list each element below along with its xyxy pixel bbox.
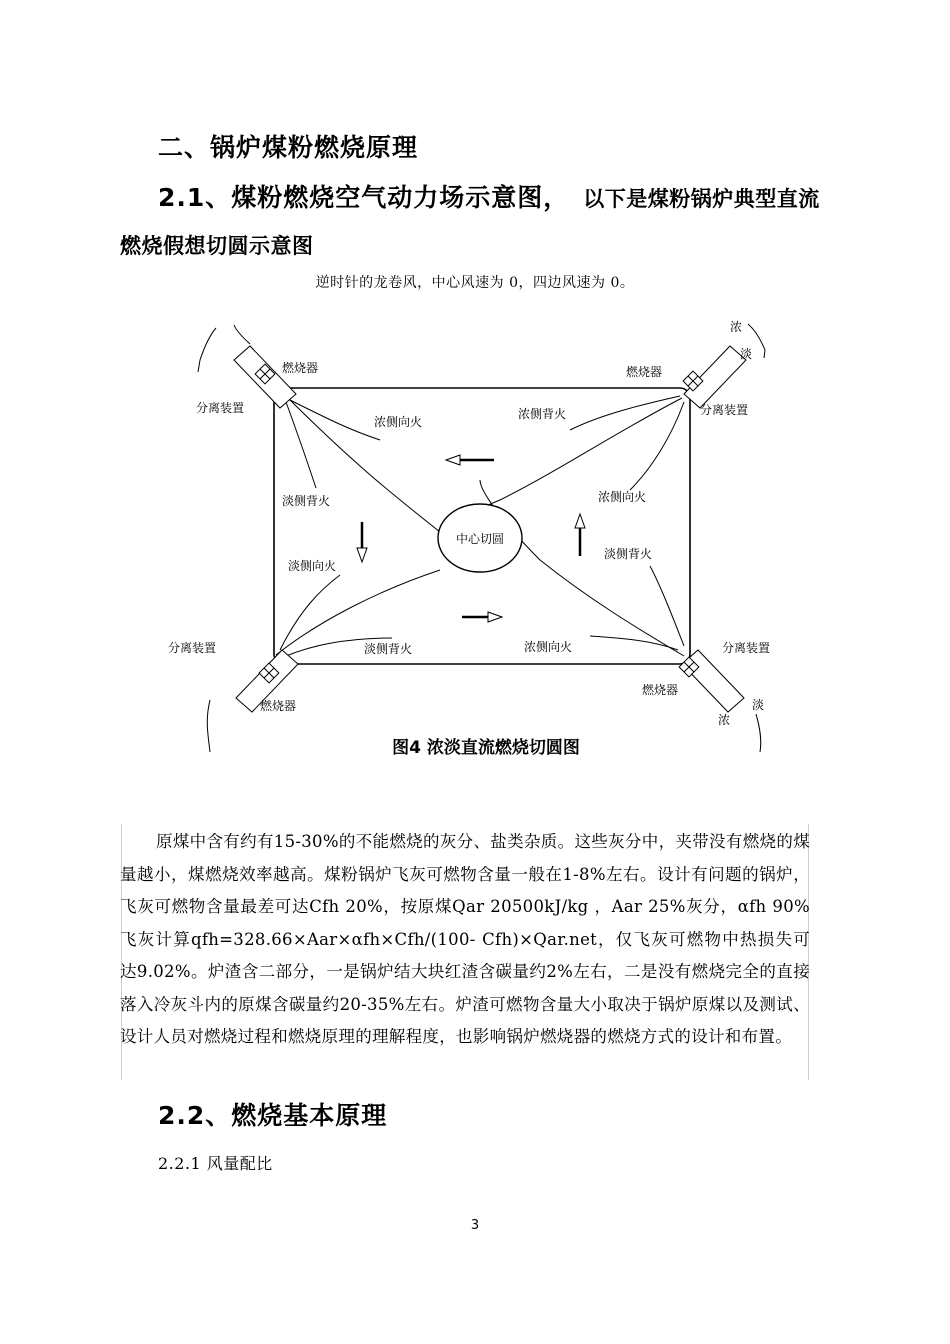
label-rich-toward-bottom: 浓侧向火	[524, 640, 573, 654]
burner-top-right	[683, 324, 765, 408]
flow-line	[570, 396, 680, 430]
diagram-caption: 图4 浓淡直流燃烧切圆图	[392, 738, 580, 758]
label-burner-tl: 燃烧器	[282, 361, 319, 375]
center-circle-label: 中心切圆	[455, 532, 505, 546]
subsection-heading	[158, 178, 820, 214]
label-burner-tr: 燃烧器	[626, 365, 663, 379]
label-rich-tr: 浓	[730, 320, 743, 334]
label-rich-br: 浓	[718, 713, 731, 727]
arrow-right-icon	[462, 612, 502, 622]
page-number: 3	[470, 1218, 480, 1233]
flow-line	[286, 402, 316, 488]
flow-line	[480, 480, 684, 656]
subsubsection-heading: 2.2.1 风量配比	[158, 1154, 273, 1173]
label-lean-tr: 淡	[740, 347, 753, 361]
label-separator-bl: 分离装置	[168, 641, 217, 655]
subsection-heading-2-2: 2.2、燃烧基本原理	[158, 1101, 388, 1130]
flow-line	[590, 636, 678, 650]
label-lean-back-bottom: 淡侧背火	[364, 642, 413, 656]
flow-line	[290, 400, 380, 440]
diagram-note: 逆时针的龙卷风，中心风速为 0，四边风速为 0。	[315, 275, 635, 291]
label-rich-toward-top: 浓侧向火	[374, 415, 423, 429]
subsection-heading-sub: 以下是煤粉锅炉典型直流	[583, 187, 820, 211]
flow-line	[280, 575, 340, 650]
flow-line	[276, 570, 440, 655]
label-separator-tl: 分离装置	[196, 401, 245, 415]
arrow-left-icon	[446, 455, 494, 465]
label-separator-tr: 分离装置	[700, 403, 749, 417]
flow-line	[466, 398, 682, 515]
label-lean-back-left: 淡侧背火	[282, 494, 331, 508]
burner-bottom-right	[679, 650, 761, 752]
body-paragraph: 原煤中含有约有15-30%的不能燃烧的灰分、盐类杂质。这些灰分中，夹带没有燃烧的煤量越小，煤燃烧效率越高。煤粉锅炉飞灰可燃物含量一般在1-8%左右。设计有问题的锅炉，飞灰可燃物含量最差可达Cfh 20%，按原煤Qar 20500kJ/kg ，Aar 25%灰分，αfh 90%飞灰计算qfh=328.66×Aar×αfh×Cfh/(100- Cfh)×Qar.net，仅飞灰可燃物中热损失可达9.02%。炉渣含二部分，一是锅炉结大块红渣含碳量约2%左右，二是没有燃烧完全的直接落入冷灰斗内的原煤含碳量约20-35%左右。炉渣可燃物含量大小取决于锅炉原煤以及测试、设计人员对燃烧过程和燃烧原理的理解程度，也影响锅炉燃烧器的燃烧方式的设计和布置。	[120, 832, 810, 1046]
subsection-heading-main: 2.1、煤粉燃烧空气动力场示意图，	[158, 183, 570, 212]
arrow-down-icon	[357, 522, 367, 562]
flow-line	[630, 402, 684, 490]
label-rich-toward-right: 浓侧向火	[598, 490, 647, 504]
subsection-heading-continuation: 燃烧假想切圆示意图	[120, 234, 314, 258]
label-lean-br: 淡	[752, 698, 765, 712]
flow-line	[650, 566, 684, 646]
label-lean-toward-left: 淡侧向火	[288, 559, 337, 573]
label-separator-br: 分离装置	[722, 641, 771, 655]
arrow-up-icon	[575, 514, 585, 556]
tangential-firing-diagram	[0, 300, 950, 770]
label-burner-bl: 燃烧器	[260, 699, 297, 713]
section-heading: 二、锅炉煤粉燃烧原理	[158, 133, 419, 162]
label-burner-br: 燃烧器	[642, 683, 679, 697]
label-lean-back-right: 淡侧背火	[604, 547, 653, 561]
label-rich-back-top: 浓侧背火	[518, 407, 567, 421]
